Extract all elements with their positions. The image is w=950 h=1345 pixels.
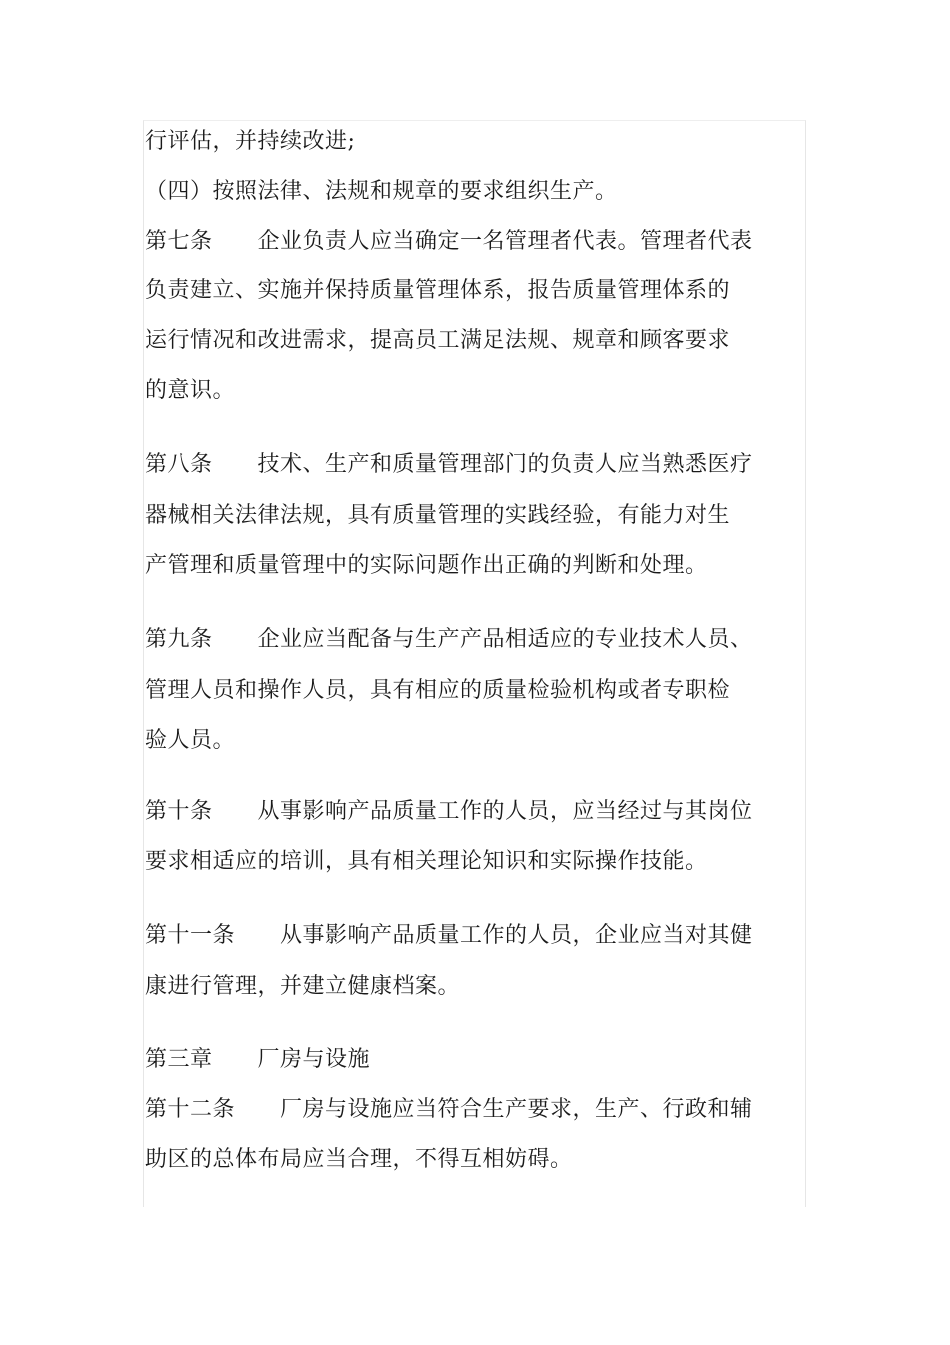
text-line: 器械相关法律法规，具有质量管理的实践经验，有能力对生 xyxy=(145,503,731,528)
text-line: 负责建立、实施并保持质量管理体系，报告质量管理体系的 xyxy=(145,278,731,303)
text-line: （四）按照法律、法规和规章的要求组织生产。 xyxy=(145,179,618,204)
article-7-line: 第七条 企业负责人应当确定一名管理者代表。管理者代表 xyxy=(145,229,753,254)
text-line: 产管理和质量管理中的实际问题作出正确的判断和处理。 xyxy=(145,553,708,578)
article-10-line: 第十条 从事影响产品质量工作的人员，应当经过与其岗位 xyxy=(145,799,753,824)
text-line: 要求相适应的培训，具有相关理论知识和实际操作技能。 xyxy=(145,849,708,874)
article-9-line: 第九条 企业应当配备与生产产品相适应的专业技术人员、 xyxy=(145,627,753,652)
text-line: 运行情况和改进需求，提高员工满足法规、规章和顾客要求 xyxy=(145,328,731,353)
text-line: 康进行管理，并建立健康档案。 xyxy=(145,974,461,999)
text-line: 的意识。 xyxy=(145,378,236,403)
text-line: 验人员。 xyxy=(145,728,236,753)
article-11-line: 第十一条 从事影响产品质量工作的人员，企业应当对其健 xyxy=(145,923,753,948)
text-line: 行评估，并持续改进; xyxy=(145,129,356,154)
text-line: 管理人员和操作人员，具有相应的质量检验机构或者专职检 xyxy=(145,678,731,703)
article-8-line: 第八条 技术、生产和质量管理部门的负责人应当熟悉医疗 xyxy=(145,452,753,477)
chapter-3-heading: 第三章 厂房与设施 xyxy=(145,1047,371,1072)
article-12-line: 第十二条 厂房与设施应当符合生产要求，生产、行政和辅 xyxy=(145,1097,753,1122)
text-line: 助区的总体布局应当合理，不得互相妨碍。 xyxy=(145,1147,573,1172)
